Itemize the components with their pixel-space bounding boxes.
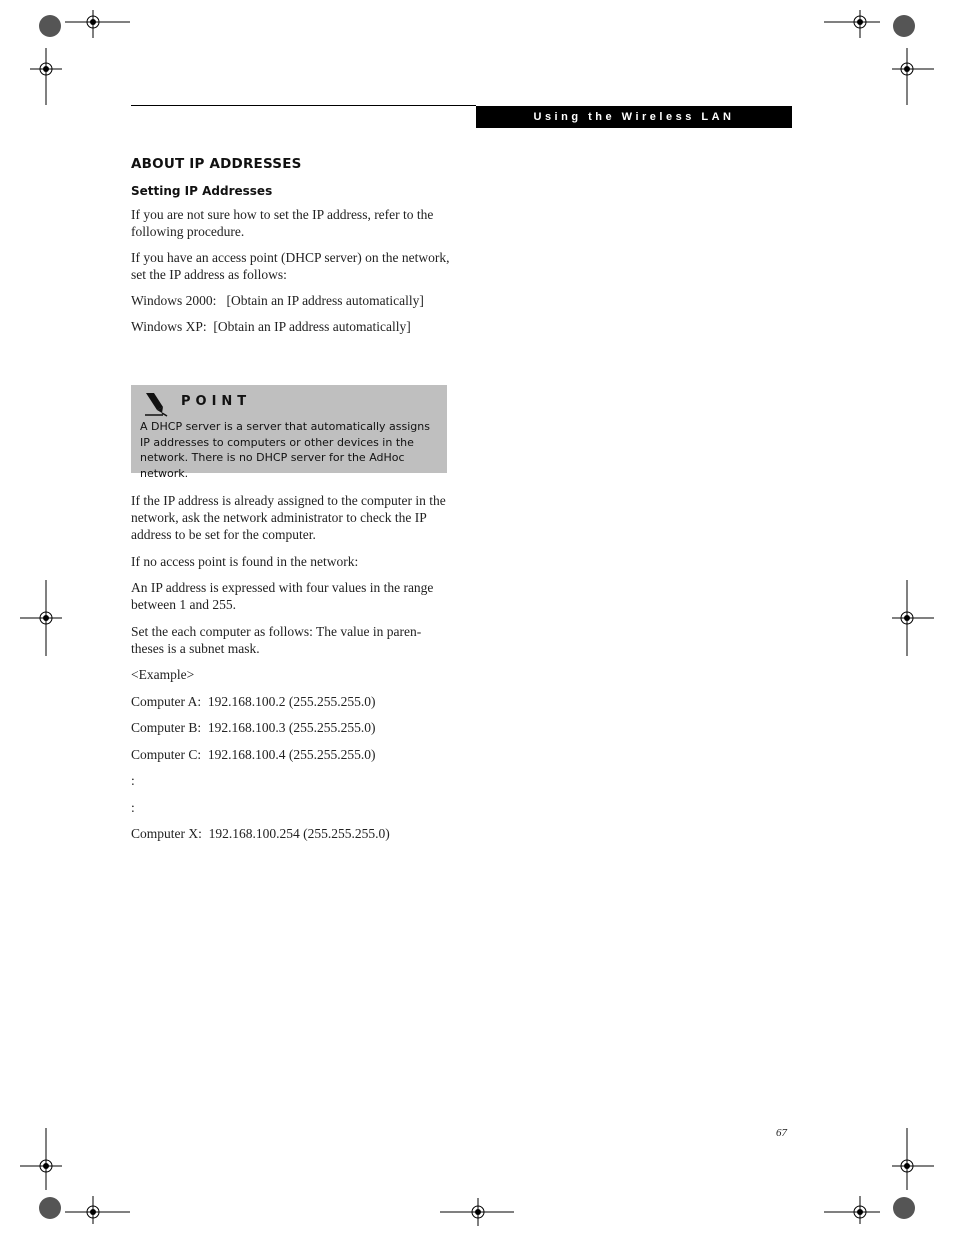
paragraph: If no access point is found in the network: [131,553,359,569]
example-label: <Example> [131,667,195,682]
registration-mark-mid-right [890,580,940,656]
paragraph: An IP address is expressed with four values in the range between 1 and 255. [131,580,434,612]
body-content [131,492,451,852]
header-rule [131,105,476,106]
registration-mark-top-right [820,10,945,110]
section-content [131,156,451,344]
section-subtitle: Setting IP Addresses [131,184,273,198]
registration-mark-top-left [30,10,140,110]
section-title: ABOUT IP ADDRESSES [131,156,302,172]
computer-c-line: Computer C: 192.168.100.4 (255.255.255.0) [131,746,376,762]
paragraph: If the IP address is already assigned to the computer in the network, ask the network administrator to check the IP address to be set for the computer. [131,493,446,542]
computer-x-line: Computer X: 192.168.100.254 (255.255.255.0) [131,826,390,841]
point-callout [131,385,447,480]
page-number: 67 [776,1127,787,1139]
computer-b-line: Computer B: 192.168.100.3 (255.255.255.0) [131,720,376,735]
point-title: POINT [181,394,252,409]
windows-2000-setting: Windows 2000: [Obtain an IP address automatically] [131,293,424,308]
pen-note-icon [143,391,169,422]
paragraph: If you have an access point (DHCP server) on the network, set the IP address as follows: [131,250,450,282]
ellipsis-line: : [131,773,135,788]
paragraph: Set the each computer as follows: The value in paren-theses is a subnet mask. [131,623,422,656]
computer-a-line: Computer A: 192.168.100.2 (255.255.255.0) [131,693,376,709]
registration-mark-bottom-left [20,1128,140,1228]
paragraph: If you are not sure how to set the IP address, refer to the following procedure. [131,207,434,239]
point-text: A DHCP server is a server that automatically assigns IP addresses to computers or other devices in the network. There is no DHCP server for the AdHoc network. [140,420,430,480]
ellipsis-line: : [131,799,135,815]
registration-mark-bottom-center [438,1196,518,1226]
windows-xp-setting: Windows XP: [Obtain an IP address automatically] [131,319,411,334]
running-header: Using the Wireless LAN [476,106,792,128]
registration-mark-mid-left [20,580,70,656]
registration-mark-bottom-right [820,1128,945,1228]
